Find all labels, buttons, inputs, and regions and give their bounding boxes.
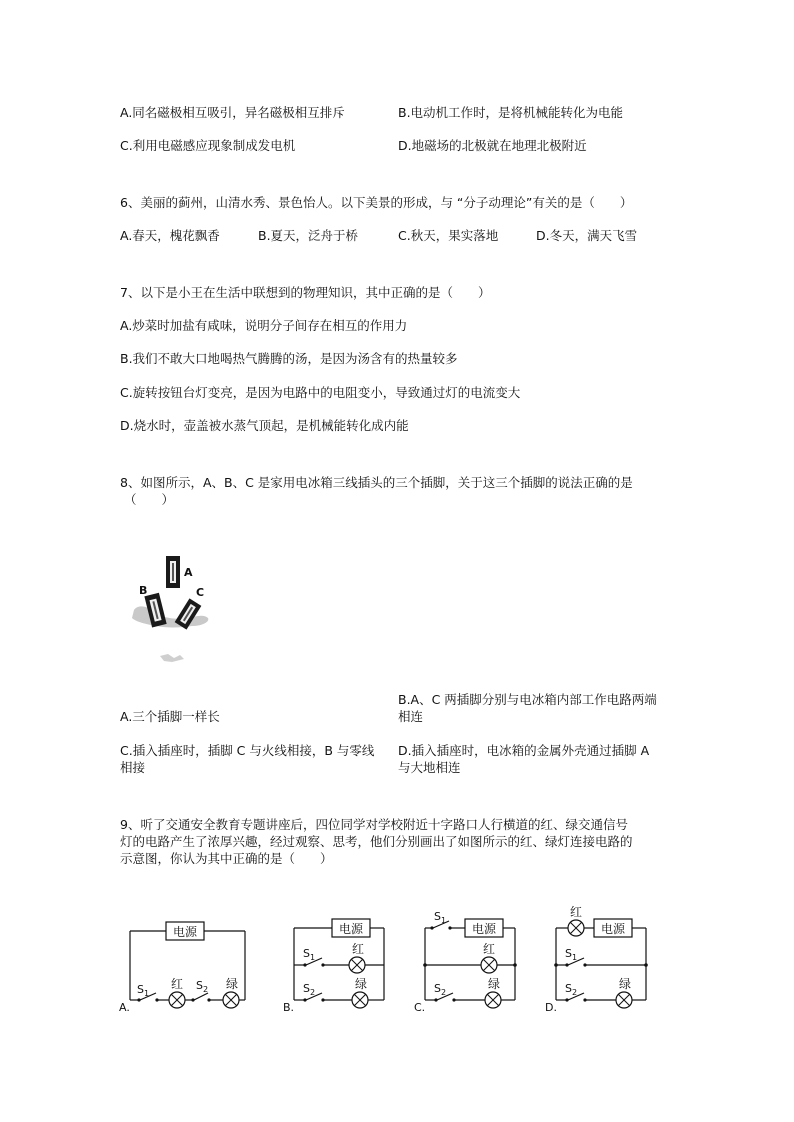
circuit-b-switch-s2-icon <box>303 998 324 1001</box>
q9-stem-line2: 灯的电路产生了浓厚兴趣，经过观察、思考，他们分别画出了如图所示的红、绿灯连接电路的 <box>120 834 633 849</box>
circuit-c-green-lamp-icon <box>485 992 501 1008</box>
circuit-d-switch-s2-icon <box>565 998 586 1001</box>
q6-option-d: D.冬天，满天飞雪 <box>536 228 638 243</box>
pin-a-label: A <box>184 566 193 579</box>
circuit-d-green-label: 绿 <box>619 977 632 991</box>
circuit-b-switch-s1-icon <box>303 963 324 966</box>
circuit-c-s1-label: $S_1$ <box>434 910 447 925</box>
q5-option-b: B.电动机工作时，是将机械能转化为电能 <box>398 105 624 120</box>
q8-stem-line2: （ ） <box>124 492 175 507</box>
circuit-b-red-lamp-icon <box>349 957 365 973</box>
circuit-d-s1-label: $S_1$ <box>565 947 578 962</box>
q7-stem: 7、以下是小王在生活中联想到的物理知识，其中正确的是（ ） <box>120 285 491 300</box>
circuit-b-option-label: B. <box>283 1001 295 1014</box>
circuit-b-red-label: 红 <box>352 942 365 956</box>
circuit-c-switch-s1-icon <box>430 926 451 929</box>
q8-option-d-line1: D.插入插座时，电冰箱的金属外壳通过插脚 A <box>398 743 650 758</box>
circuit-d-power-label: 电源 <box>601 922 626 936</box>
circuit-a-option-label: A. <box>119 1001 130 1014</box>
circuit-b-s2-label: $S_2$ <box>303 982 316 997</box>
q7-option-a: A.炒菜时加盐有咸味，说明分子间存在相互的作用力 <box>120 318 408 333</box>
q8-stem-line1: 8、如图所示，A、B、C 是家用电冰箱三线插头的三个插脚，关于这三个插脚的说法正确的是 <box>120 475 633 490</box>
circuit-c-switch-s2-icon <box>434 998 455 1001</box>
circuit-d-red-label: 红 <box>570 905 583 919</box>
q5-option-c: C.利用电磁感应现象制成发电机 <box>120 138 296 153</box>
circuit-a-green-lamp-icon <box>223 992 239 1008</box>
q8-option-c-line2: 相接 <box>120 760 146 775</box>
q7-option-d: D.烧水时，壶盖被水蒸气顶起，是机械能转化成内能 <box>120 418 409 433</box>
circuit-d-red-lamp-icon <box>568 920 584 936</box>
circuit-c-green-label: 绿 <box>488 977 501 991</box>
pin-b-label: B <box>139 584 148 597</box>
pin-c-label: C <box>196 586 205 599</box>
q9-stem-line3: 示意图，你认为其中正确的是（ ） <box>120 851 333 866</box>
q8-option-d-line2: 与大地相连 <box>398 760 461 775</box>
q8-option-b-line2: 相连 <box>398 709 424 724</box>
circuit-a-s2-label: $S_2$ <box>196 979 209 994</box>
circuit-a-switch-s1-icon <box>137 998 158 1001</box>
circuit-b-power-label: 电源 <box>339 922 364 936</box>
circuit-c-s2-label: $S_2$ <box>434 982 447 997</box>
circuit-d-s2-label: $S_2$ <box>565 982 578 997</box>
circuit-c-option-label: C. <box>414 1001 426 1014</box>
q6-option-b: B.夏天，泛舟于桥 <box>258 228 359 243</box>
circuit-a-power-label: 电源 <box>173 925 198 939</box>
circuit-d-green-lamp-icon <box>616 992 632 1008</box>
q6-option-c: C.秋天，果实落地 <box>398 228 499 243</box>
circuit-c-power-label: 电源 <box>472 922 497 936</box>
q6-option-a: A.春天，槐花飘香 <box>120 228 220 243</box>
circuit-a-s1-label: $S_1$ <box>137 983 150 998</box>
circuit-c-red-label: 红 <box>483 942 496 956</box>
circuit-d-option-label: D. <box>545 1001 557 1014</box>
circuit-b-green-label: 绿 <box>355 977 368 991</box>
circuit-c-red-lamp-icon <box>481 957 497 973</box>
q7-option-c: C.旋转按钮台灯变亮，是因为电路中的电阻变小，导致通过灯的电流变大 <box>120 385 521 400</box>
q8-option-c-line1: C.插入插座时，插脚 C 与火线相接，B 与零线 <box>120 743 375 758</box>
q8-option-b-line1: B.A、C 两插脚分别与电冰箱内部工作电路两端 <box>398 692 657 707</box>
q5-option-a: A.同名磁极相互吸引，异名磁极相互排斥 <box>120 105 345 120</box>
q9-stem-line1: 9、听了交通安全教育专题讲座后，四位同学对学校附近十字路口人行横道的红、绿交通信号 <box>120 817 628 832</box>
circuit-b-s1-label: $S_1$ <box>303 947 316 962</box>
circuit-a-switch-s2-icon <box>191 998 210 1001</box>
circuit-d-switch-s1-icon <box>565 963 586 966</box>
circuit-a-green-label: 绿 <box>226 977 239 991</box>
q5-option-d: D.地磁场的北极就在地理北极附近 <box>398 138 587 153</box>
circuit-a-red-label: 红 <box>171 977 184 991</box>
q8-option-a: A.三个插脚一样长 <box>120 709 220 724</box>
circuit-b-green-lamp-icon <box>352 992 368 1008</box>
q7-option-b: B.我们不敢大口地喝热气腾腾的汤，是因为汤含有的热量较多 <box>120 351 458 366</box>
q6-stem: 6、美丽的蓟州，山清水秀、景色怡人。以下美景的形成，与 “分子动理论”有关的是（ ） <box>120 195 633 210</box>
circuit-a-red-lamp-icon <box>169 992 185 1008</box>
